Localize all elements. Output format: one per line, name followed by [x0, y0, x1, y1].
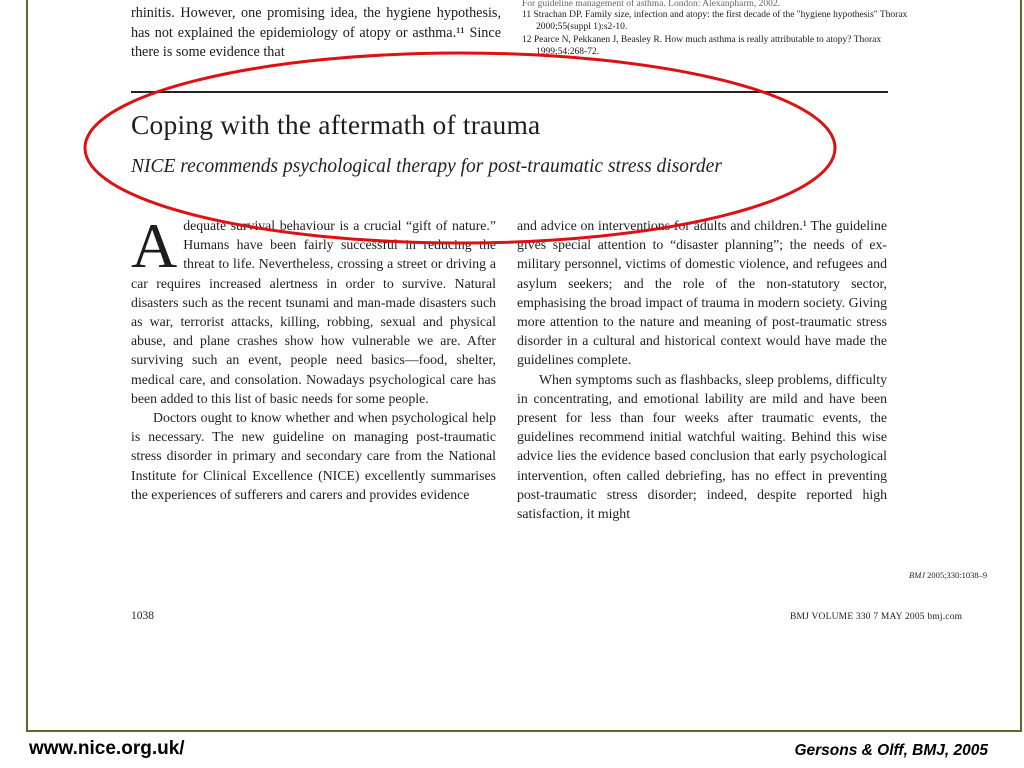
page-number: 1038 — [131, 610, 154, 622]
article-subtitle: NICE recommends psychological therapy for post-traumatic stress disorder — [131, 156, 722, 177]
article-title: Coping with the aftermath of trauma — [131, 109, 541, 140]
source-url[interactable]: www.nice.org.uk/ — [29, 738, 185, 759]
drop-cap: A — [131, 210, 178, 281]
slide-credit: Gersons & Olff, BMJ, 2005 — [794, 742, 988, 759]
red-circle-annotation — [85, 53, 835, 243]
side-citation-ref: 2005;330:1038–9 — [927, 570, 988, 580]
journal-footer: BMJ VOLUME 330 7 MAY 2005 bmj.com — [790, 612, 963, 622]
article-paragraph: When symptoms such as flashbacks, sleep problems, difficulty in concentrating, and emotional lability are mild and have been present for less than four weeks after traumatic events, the guidelines recommend initial watchful waiting. Behind this wise advice lies the evidence based conclusion that early psychological intervention, often called debriefing, has no effect in preventing post-traumatic stress disorder; indeed, despite reported high satisfaction, it might — [517, 371, 887, 522]
journal-page — [28, 0, 1022, 732]
snippet-text: rhinitis. However, one promising idea, the hygiene hypothesis, has not explained the epidemiology of atopy or asthma.¹¹ Since there is some evidence that — [131, 5, 501, 60]
article-paragraph: Doctors ought to know whether and when psychological help is necessary. The new guideline on managing post-traumatic stress disorder in primary and secondary care from the National Institute for Clinical Excellence (NICE) excellently summarises the experiences of sufferers and carers and provides evidence — [131, 410, 496, 502]
reference-item: 11 Strachan DP. Family size, infection and atopy: the first decade of the "hygiene hypothesis" Thorax 2000;55(suppl 1):s2-10. — [522, 10, 908, 32]
article-paragraph: and advice on interventions for adults and children.¹ The guideline gives special attention to “disaster planning”; the needs of ex-military personnel, victims of domestic violence, and refugees and asylum seekers; and the role of the non-statutory sector, emphasising the broad impact of trauma in modern society. Giving more attention to the nature and meaning of post-traumatic stress disorder in a cultural and historical context would have made the guidelines complete. — [517, 218, 887, 368]
paragraph-text: dequate survival behaviour is a crucial “gift of nature.” Humans have been fairly successful in reducing the threat to life. Nevertheless, crossing a street or driving a car requires increased alertness in order to survive. Natural disasters such as the recent tsunami and man-made disasters such as war, terrorist attacks, killing, robbing, sexual and physical abuse, and plane crashes show how vulnerable we are. After surviving such an event, people need basics—food, shelter, medical care, and consolation. Nowadays psychological care has been added to this list of basic needs for some people. — [131, 218, 496, 406]
slide-frame — [26, 0, 1022, 732]
side-citation-journal: BMJ — [909, 570, 926, 580]
reference-item: 12 Pearce N, Pekkanen J, Beasley R. How much asthma is really attributable to atopy? Thorax 1999;54:268-72. — [522, 35, 882, 57]
highlight-ellipse — [28, 0, 1022, 732]
reference-item: For guideline management of asthma. London: Alexanpharm, 2002. — [522, 0, 781, 8]
